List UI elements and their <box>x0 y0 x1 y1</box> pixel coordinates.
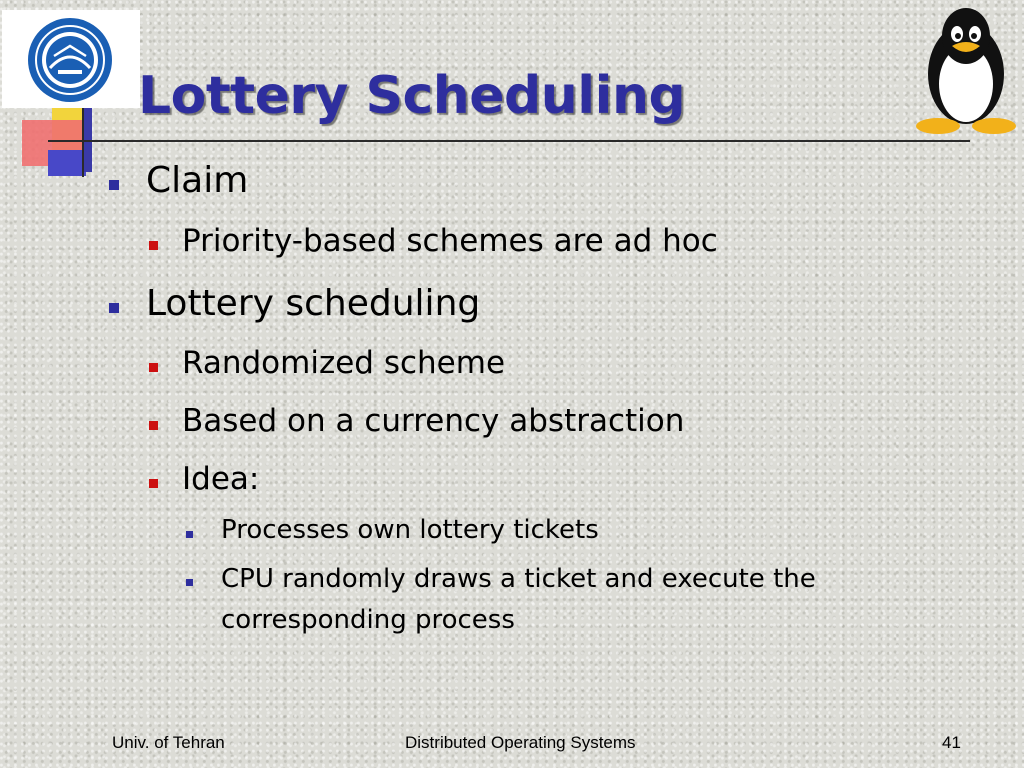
bullet-level2: Based on a currency abstraction <box>182 403 685 439</box>
bullet-marker <box>149 363 158 372</box>
linux-penguin <box>910 2 1022 138</box>
bullet-marker <box>149 421 158 430</box>
bullet-marker <box>186 579 193 586</box>
bullet-marker <box>149 479 158 488</box>
bullet-level3: CPU randomly draws a ticket and execute the <box>221 564 816 594</box>
bullet-level3-continuation: corresponding process <box>221 605 515 635</box>
footer-course: Distributed Operating Systems <box>405 733 636 752</box>
bullet-marker <box>186 531 193 538</box>
university-emblem-icon <box>24 16 116 104</box>
bullet-level2: Randomized scheme <box>182 345 506 381</box>
bullet-level3: Processes own lottery tickets <box>221 515 599 545</box>
bullet-level1: Lottery scheduling <box>146 283 481 324</box>
decor-blue-square <box>48 150 86 176</box>
university-logo <box>2 10 140 108</box>
bullet-level1: Claim <box>146 160 249 201</box>
bullet-level2: Idea: <box>182 461 260 497</box>
title-underline <box>48 140 970 142</box>
tux-penguin-icon <box>910 2 1022 134</box>
bullet-marker <box>149 241 158 250</box>
bullet-level2: Priority-based schemes are ad hoc <box>182 223 718 259</box>
bullet-marker <box>109 180 119 190</box>
footer-university: Univ. of Tehran <box>112 733 225 752</box>
slide-title: Lottery Scheduling <box>138 66 686 126</box>
footer-page-number: 41 <box>942 733 961 752</box>
bullet-marker <box>109 303 119 313</box>
